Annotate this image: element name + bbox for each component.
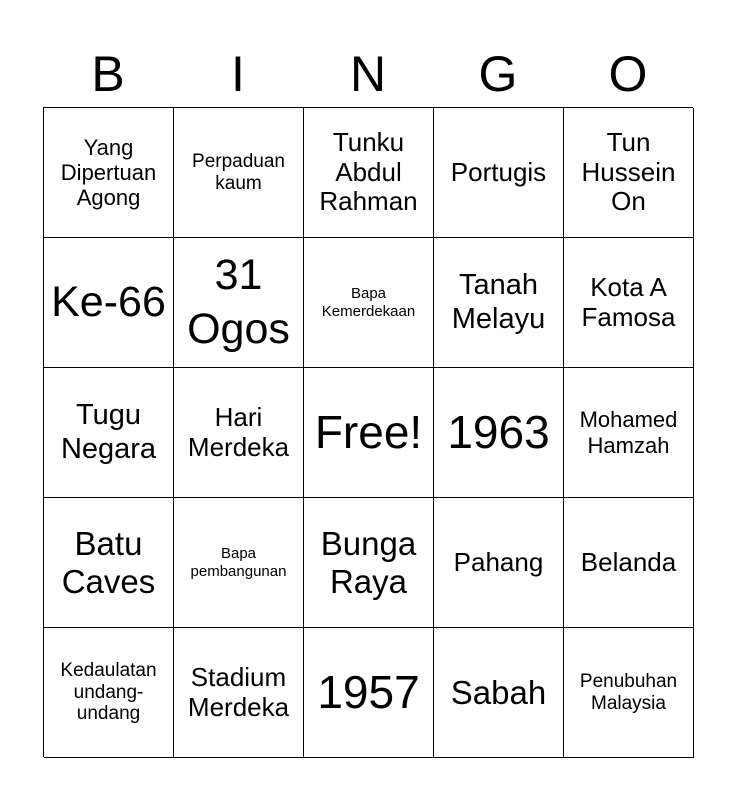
bingo-grid (43, 107, 693, 757)
cell-text: Hari Merdeka (187, 401, 290, 462)
bingo-cell[interactable] (434, 498, 564, 628)
free-space-text: Free! (314, 406, 423, 459)
cell-text: Ke-66 (51, 277, 166, 326)
bingo-cell[interactable] (304, 238, 434, 368)
bingo-cell[interactable] (304, 628, 434, 758)
cell-text: Bapa pembangunan (190, 545, 287, 580)
bingo-cell[interactable] (564, 238, 694, 368)
cell-text: Bapa Kemerdekaan (321, 285, 416, 320)
cell-text: 31 Ogos (187, 250, 290, 353)
cell-text: Tunku Abdul Rahman (319, 126, 418, 217)
cell-text: Portugis (450, 156, 547, 187)
cell-text: Tanah Melayu (451, 269, 546, 335)
bingo-cell[interactable] (304, 498, 434, 628)
free-space-cell[interactable] (304, 368, 434, 498)
bingo-cell[interactable] (564, 368, 694, 498)
bingo-cell[interactable] (564, 498, 694, 628)
cell-text: Tugu Negara (60, 399, 157, 465)
bingo-cell[interactable] (174, 498, 304, 628)
cell-text: Belanda (580, 546, 677, 577)
bingo-cell[interactable] (564, 108, 694, 238)
cell-text: Tun Hussein On (581, 126, 676, 217)
cell-text: Kota A Famosa (581, 271, 676, 332)
header-letter-g: G (478, 46, 518, 102)
bingo-cell[interactable] (44, 108, 174, 238)
cell-text: 1963 (447, 406, 550, 459)
cell-text: Perpaduan kaum (192, 150, 285, 194)
cell-text: Bunga Raya (320, 524, 417, 600)
header-letter-i: I (231, 46, 245, 102)
bingo-cell[interactable] (44, 238, 174, 368)
cell-text: Kedaulatan undang-undang (60, 659, 157, 725)
bingo-cell[interactable] (174, 238, 304, 368)
header-letter-o: O (608, 46, 648, 102)
bingo-cell[interactable] (564, 628, 694, 758)
cell-text: Stadium Merdeka (187, 661, 290, 722)
cell-text: 1957 (317, 666, 420, 719)
bingo-cell[interactable] (304, 108, 434, 238)
bingo-cell[interactable] (174, 628, 304, 758)
bingo-header (43, 40, 693, 108)
cell-text: Yang Dipertuan Agong (60, 134, 157, 211)
bingo-cell[interactable] (44, 628, 174, 758)
bingo-cell[interactable] (434, 628, 564, 758)
cell-text: Pahang (453, 546, 544, 577)
bingo-cell[interactable] (434, 238, 564, 368)
cell-text: Mohamed Hamzah (579, 407, 678, 458)
bingo-cell[interactable] (174, 368, 304, 498)
bingo-cell[interactable] (434, 108, 564, 238)
bingo-cell[interactable] (174, 108, 304, 238)
header-letter-n: N (349, 46, 387, 102)
header-letter-b: B (91, 46, 125, 102)
cell-text: Penubuhan Malaysia (579, 670, 678, 714)
bingo-cell[interactable] (434, 368, 564, 498)
bingo-cell[interactable] (44, 368, 174, 498)
cell-text: Batu Caves (61, 524, 156, 600)
bingo-cell[interactable] (44, 498, 174, 628)
cell-text: Sabah (450, 673, 547, 711)
